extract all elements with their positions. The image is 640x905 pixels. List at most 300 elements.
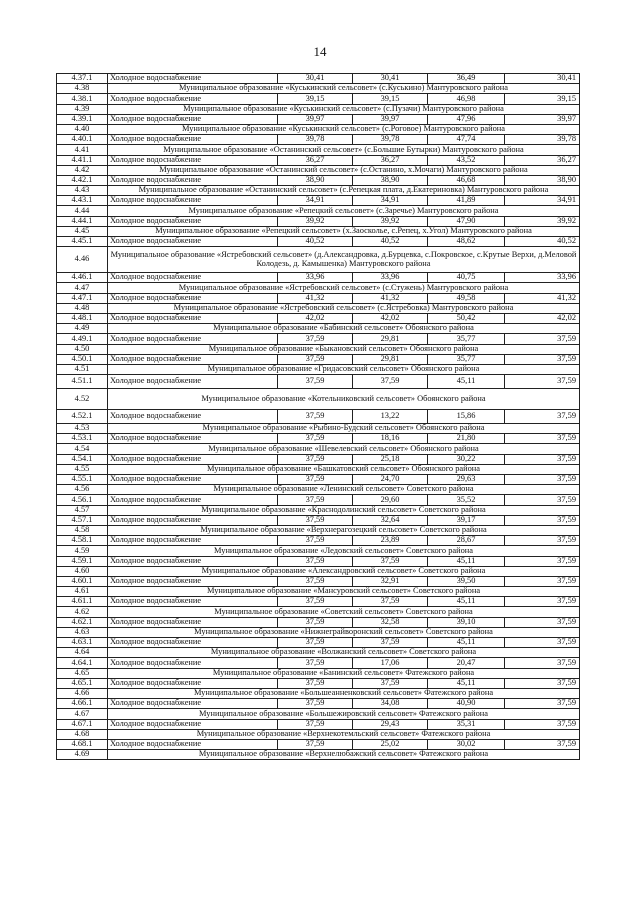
row-number: 4.53.1 bbox=[57, 434, 108, 444]
tariff-value-2: 37,59 bbox=[353, 597, 428, 607]
tariff-row bbox=[57, 617, 580, 627]
tariff-value-4: 37,59 bbox=[505, 556, 580, 566]
section-number: 4.55 bbox=[57, 464, 108, 474]
section-number: 4.46 bbox=[57, 247, 108, 273]
tariff-value-4: 37,59 bbox=[505, 334, 580, 344]
tariff-row bbox=[57, 196, 580, 206]
municipality-title: Муниципальное образование «Большеанненковский сельсовет» Фатежского района bbox=[108, 688, 580, 698]
tariff-value-3: 40,90 bbox=[428, 699, 505, 709]
row-number: 4.48.1 bbox=[57, 313, 108, 323]
municipality-header-row bbox=[57, 389, 580, 410]
row-number: 4.58.1 bbox=[57, 536, 108, 546]
service-name: Холодное водоснабжение bbox=[108, 719, 278, 729]
municipality-header-row bbox=[57, 324, 580, 334]
tariff-value-1: 37,59 bbox=[278, 375, 353, 389]
tariff-value-2: 29,81 bbox=[353, 334, 428, 344]
section-number: 4.50 bbox=[57, 344, 108, 354]
tariff-value-1: 33,96 bbox=[278, 273, 353, 283]
section-number: 4.68 bbox=[57, 729, 108, 739]
row-number: 4.55.1 bbox=[57, 475, 108, 485]
tariff-value-3: 28,67 bbox=[428, 536, 505, 546]
municipality-header-row bbox=[57, 709, 580, 719]
tariff-value-1: 37,59 bbox=[278, 597, 353, 607]
municipality-header-row bbox=[57, 607, 580, 617]
tariff-value-3: 45,11 bbox=[428, 638, 505, 648]
tariff-value-1: 37,59 bbox=[278, 434, 353, 444]
municipality-header-row bbox=[57, 546, 580, 556]
tariff-value-3: 45,11 bbox=[428, 597, 505, 607]
tariff-value-2: 39,97 bbox=[353, 114, 428, 124]
service-name: Холодное водоснабжение bbox=[108, 196, 278, 206]
section-number: 4.64 bbox=[57, 648, 108, 658]
tariff-value-3: 35,77 bbox=[428, 354, 505, 364]
tariff-value-2: 29,60 bbox=[353, 495, 428, 505]
tariff-row bbox=[57, 94, 580, 104]
service-name: Холодное водоснабжение bbox=[108, 155, 278, 165]
tariff-value-1: 34,91 bbox=[278, 196, 353, 206]
tariff-row bbox=[57, 74, 580, 84]
municipality-title: Муниципальное образование «Башкатовский сельсовет» Обоянского района bbox=[108, 464, 580, 474]
tariff-value-2: 32,58 bbox=[353, 617, 428, 627]
tariff-value-4: 37,59 bbox=[505, 597, 580, 607]
tariff-value-1: 37,59 bbox=[278, 454, 353, 464]
municipality-title: Муниципальное образование «Быкановский сельсовет» Обоянского района bbox=[108, 344, 580, 354]
tariff-row bbox=[57, 495, 580, 505]
tariff-value-2: 32,64 bbox=[353, 515, 428, 525]
tariff-value-3: 46,98 bbox=[428, 94, 505, 104]
tariff-value-2: 32,91 bbox=[353, 576, 428, 586]
row-number: 4.62.1 bbox=[57, 617, 108, 627]
tariff-value-2: 40,52 bbox=[353, 237, 428, 247]
page-number: 14 bbox=[313, 44, 327, 59]
tariff-value-4: 37,59 bbox=[505, 699, 580, 709]
tariff-value-3: 35,31 bbox=[428, 719, 505, 729]
section-number: 4.52 bbox=[57, 389, 108, 410]
tariff-row bbox=[57, 719, 580, 729]
municipality-header-row bbox=[57, 505, 580, 515]
tariff-value-3: 47,90 bbox=[428, 216, 505, 226]
tariff-value-4: 42,02 bbox=[505, 313, 580, 323]
row-number: 4.57.1 bbox=[57, 515, 108, 525]
service-name: Холодное водоснабжение bbox=[108, 617, 278, 627]
municipality-header-row bbox=[57, 688, 580, 698]
tariff-value-4: 37,59 bbox=[505, 454, 580, 464]
tariff-value-4: 37,59 bbox=[505, 739, 580, 749]
tariff-value-1: 40,52 bbox=[278, 237, 353, 247]
tariff-row bbox=[57, 556, 580, 566]
tariff-value-1: 42,02 bbox=[278, 313, 353, 323]
tariff-value-3: 47,74 bbox=[428, 135, 505, 145]
tariff-row bbox=[57, 313, 580, 323]
municipality-header-row bbox=[57, 165, 580, 175]
section-number: 4.47 bbox=[57, 283, 108, 293]
row-number: 4.37.1 bbox=[57, 74, 108, 84]
tariff-value-2: 41,32 bbox=[353, 293, 428, 303]
tariff-value-3: 45,11 bbox=[428, 375, 505, 389]
section-number: 4.45 bbox=[57, 226, 108, 236]
row-number: 4.65.1 bbox=[57, 678, 108, 688]
municipality-header-row bbox=[57, 750, 580, 760]
municipality-title: Муниципальное образование «Рыбино-Будский сельсовет» Обоянского района bbox=[108, 424, 580, 434]
tariff-value-3: 35,77 bbox=[428, 334, 505, 344]
tariff-value-2: 23,89 bbox=[353, 536, 428, 546]
section-number: 4.40 bbox=[57, 124, 108, 134]
tariff-value-1: 37,59 bbox=[278, 536, 353, 546]
tariff-value-2: 37,59 bbox=[353, 556, 428, 566]
tariff-value-3: 20,47 bbox=[428, 658, 505, 668]
tariff-value-4: 37,59 bbox=[505, 354, 580, 364]
tariff-value-4: 39,92 bbox=[505, 216, 580, 226]
tariff-value-3: 43,52 bbox=[428, 155, 505, 165]
municipality-title: Муниципальное образование «Краснодолинский сельсовет» Советского района bbox=[108, 505, 580, 515]
municipality-title: Муниципальное образование «Верхнекотемльский сельсовет» Фатежского района bbox=[108, 729, 580, 739]
row-number: 4.43.1 bbox=[57, 196, 108, 206]
row-number: 4.41.1 bbox=[57, 155, 108, 165]
tariff-value-3: 48,62 bbox=[428, 237, 505, 247]
tariff-value-1: 37,59 bbox=[278, 699, 353, 709]
row-number: 4.45.1 bbox=[57, 237, 108, 247]
service-name: Холодное водоснабжение bbox=[108, 678, 278, 688]
tariff-value-3: 45,11 bbox=[428, 556, 505, 566]
tariff-value-1: 37,59 bbox=[278, 617, 353, 627]
municipality-title: Муниципальное образование «Нижнеграйворонский сельсовет» Советского района bbox=[108, 627, 580, 637]
section-number: 4.63 bbox=[57, 627, 108, 637]
municipality-title: Муниципальное образование «Котельниковский сельсовет» Обоянского района bbox=[108, 389, 580, 410]
tariff-value-3: 29,63 bbox=[428, 475, 505, 485]
municipality-header-row bbox=[57, 283, 580, 293]
tariff-row bbox=[57, 454, 580, 464]
tariff-value-4: 36,27 bbox=[505, 155, 580, 165]
row-number: 4.46.1 bbox=[57, 273, 108, 283]
section-number: 4.38 bbox=[57, 84, 108, 94]
tariff-value-1: 39,15 bbox=[278, 94, 353, 104]
service-name: Холодное водоснабжение bbox=[108, 216, 278, 226]
row-number: 4.66.1 bbox=[57, 699, 108, 709]
service-name: Холодное водоснабжение bbox=[108, 515, 278, 525]
tariff-table-body bbox=[57, 74, 580, 760]
tariff-value-1: 37,59 bbox=[278, 334, 353, 344]
section-number: 4.41 bbox=[57, 145, 108, 155]
section-number: 4.39 bbox=[57, 104, 108, 114]
tariff-value-3: 35,52 bbox=[428, 495, 505, 505]
tariff-value-4: 37,59 bbox=[505, 638, 580, 648]
tariff-value-1: 37,59 bbox=[278, 638, 353, 648]
tariff-value-2: 37,59 bbox=[353, 375, 428, 389]
tariff-value-4: 37,59 bbox=[505, 576, 580, 586]
tariff-value-1: 30,41 bbox=[278, 74, 353, 84]
municipality-title: Муниципальное образование «Репецкий сельсовет» (с.Заречье) Мантуровского района bbox=[108, 206, 580, 216]
tariff-value-3: 45,11 bbox=[428, 678, 505, 688]
tariff-value-1: 39,97 bbox=[278, 114, 353, 124]
tariff-row bbox=[57, 273, 580, 283]
municipality-title: Муниципальное образование «Куськинский сельсовет» (с.Куськино) Мантуровского района bbox=[108, 84, 580, 94]
municipality-header-row bbox=[57, 444, 580, 454]
tariff-value-2: 34,91 bbox=[353, 196, 428, 206]
service-name: Холодное водоснабжение bbox=[108, 313, 278, 323]
section-number: 4.58 bbox=[57, 525, 108, 535]
municipality-header-row bbox=[57, 206, 580, 216]
tariff-value-3: 41,89 bbox=[428, 196, 505, 206]
tariff-value-2: 30,41 bbox=[353, 74, 428, 84]
tariff-value-3: 30,22 bbox=[428, 454, 505, 464]
tariff-value-4: 37,59 bbox=[505, 375, 580, 389]
tariff-value-4: 37,59 bbox=[505, 536, 580, 546]
section-number: 4.56 bbox=[57, 485, 108, 495]
section-number: 4.42 bbox=[57, 165, 108, 175]
tariff-row bbox=[57, 216, 580, 226]
municipality-title: Муниципальное образование «Ястребовский сельсовет» (с.Ястребовка) Мантуровского района bbox=[108, 303, 580, 313]
municipality-title: Муниципальное образование «Банинский сельсовет» Фатежского района bbox=[108, 668, 580, 678]
municipality-header-row bbox=[57, 668, 580, 678]
tariff-row bbox=[57, 515, 580, 525]
row-number: 4.44.1 bbox=[57, 216, 108, 226]
tariff-row bbox=[57, 678, 580, 688]
municipality-header-row bbox=[57, 84, 580, 94]
tariff-value-4: 39,15 bbox=[505, 94, 580, 104]
tariff-value-2: 18,16 bbox=[353, 434, 428, 444]
row-number: 4.51.1 bbox=[57, 375, 108, 389]
section-number: 4.57 bbox=[57, 505, 108, 515]
row-number: 4.39.1 bbox=[57, 114, 108, 124]
municipality-header-row bbox=[57, 566, 580, 576]
service-name: Холодное водоснабжение bbox=[108, 354, 278, 364]
service-name: Холодное водоснабжение bbox=[108, 454, 278, 464]
service-name: Холодное водоснабжение bbox=[108, 434, 278, 444]
section-number: 4.60 bbox=[57, 566, 108, 576]
service-name: Холодное водоснабжение bbox=[108, 638, 278, 648]
tariff-value-1: 37,59 bbox=[278, 475, 353, 485]
municipality-header-row bbox=[57, 186, 580, 196]
tariff-value-2: 39,15 bbox=[353, 94, 428, 104]
row-number: 4.56.1 bbox=[57, 495, 108, 505]
section-number: 4.48 bbox=[57, 303, 108, 313]
row-number: 4.40.1 bbox=[57, 135, 108, 145]
tariff-value-2: 39,92 bbox=[353, 216, 428, 226]
tariff-value-2: 38,90 bbox=[353, 175, 428, 185]
row-number: 4.49.1 bbox=[57, 334, 108, 344]
tariff-value-1: 37,59 bbox=[278, 658, 353, 668]
municipality-title: Муниципальное образование «Останинский сельсовет» (с.Останино, х.Мочаги) Мантуровского района bbox=[108, 165, 580, 175]
municipality-header-row bbox=[57, 587, 580, 597]
municipality-header-row bbox=[57, 303, 580, 313]
section-number: 4.51 bbox=[57, 364, 108, 374]
tariff-value-4: 41,32 bbox=[505, 293, 580, 303]
municipality-title: Муниципальное образование «Ледовский сельсовет» Советского района bbox=[108, 546, 580, 556]
tariff-row bbox=[57, 155, 580, 165]
row-number: 4.50.1 bbox=[57, 354, 108, 364]
municipality-header-row bbox=[57, 247, 580, 273]
municipality-title: Муниципальное образование «Ленинский сельсовет» Советского района bbox=[108, 485, 580, 495]
tariff-value-1: 41,32 bbox=[278, 293, 353, 303]
tariff-value-1: 39,78 bbox=[278, 135, 353, 145]
tariff-row bbox=[57, 375, 580, 389]
municipality-header-row bbox=[57, 344, 580, 354]
municipality-title: Муниципальное образование «Останинский сельсовет» (с.Большие Бутырки) Мантуровского района bbox=[108, 145, 580, 155]
service-name: Холодное водоснабжение bbox=[108, 699, 278, 709]
tariff-value-4: 37,59 bbox=[505, 617, 580, 627]
tariff-value-1: 37,59 bbox=[278, 354, 353, 364]
municipality-title: Муниципальное образование «Советский сельсовет» Советского района bbox=[108, 607, 580, 617]
tariff-value-2: 29,81 bbox=[353, 354, 428, 364]
tariff-value-4: 40,52 bbox=[505, 237, 580, 247]
section-number: 4.65 bbox=[57, 668, 108, 678]
tariff-row bbox=[57, 597, 580, 607]
tariff-value-2: 25,18 bbox=[353, 454, 428, 464]
service-name: Холодное водоснабжение bbox=[108, 74, 278, 84]
tariff-value-2: 36,27 bbox=[353, 155, 428, 165]
municipality-header-row bbox=[57, 104, 580, 114]
tariff-value-2: 17,06 bbox=[353, 658, 428, 668]
tariff-value-3: 15,86 bbox=[428, 410, 505, 424]
tariff-value-1: 37,59 bbox=[278, 678, 353, 688]
tariff-value-1: 37,59 bbox=[278, 719, 353, 729]
row-number: 4.47.1 bbox=[57, 293, 108, 303]
municipality-title: Муниципальное образование «Куськинский сельсовет» (с.Роговое) Мантуровского района bbox=[108, 124, 580, 134]
service-name: Холодное водоснабжение bbox=[108, 556, 278, 566]
municipality-header-row bbox=[57, 424, 580, 434]
service-name: Холодное водоснабжение bbox=[108, 94, 278, 104]
tariff-row bbox=[57, 354, 580, 364]
tariff-table bbox=[56, 73, 580, 760]
tariff-row bbox=[57, 114, 580, 124]
tariff-value-2: 24,70 bbox=[353, 475, 428, 485]
tariff-value-2: 25,02 bbox=[353, 739, 428, 749]
tariff-value-3: 46,68 bbox=[428, 175, 505, 185]
tariff-row bbox=[57, 739, 580, 749]
tariff-value-3: 30,02 bbox=[428, 739, 505, 749]
municipality-title: Муниципальное образование «Бабинский сельсовет» Обоянского района bbox=[108, 324, 580, 334]
service-name: Холодное водоснабжение bbox=[108, 536, 278, 546]
row-number: 4.38.1 bbox=[57, 94, 108, 104]
tariff-value-3: 21,80 bbox=[428, 434, 505, 444]
municipality-header-row bbox=[57, 485, 580, 495]
service-name: Холодное водоснабжение bbox=[108, 175, 278, 185]
municipality-header-row bbox=[57, 464, 580, 474]
tariff-row bbox=[57, 658, 580, 668]
tariff-row bbox=[57, 135, 580, 145]
municipality-title: Муниципальное образование «Ястребовский сельсовет» (д.Александровка, д.Бурцевка, с.Покровское, с.Крутые Верхи, д.Меловой Колодезь, д. Камышенка) Мантуровского района bbox=[108, 247, 580, 273]
tariff-value-3: 40,75 bbox=[428, 273, 505, 283]
tariff-value-2: 37,59 bbox=[353, 638, 428, 648]
municipality-title: Муниципальное образование «Гридасовский сельсовет» Обоянского района bbox=[108, 364, 580, 374]
municipality-header-row bbox=[57, 145, 580, 155]
municipality-title: Муниципальное образование «Волжанский сельсовет» Советского района bbox=[108, 648, 580, 658]
row-number: 4.54.1 bbox=[57, 454, 108, 464]
tariff-value-2: 42,02 bbox=[353, 313, 428, 323]
tariff-value-3: 39,50 bbox=[428, 576, 505, 586]
tariff-row bbox=[57, 434, 580, 444]
tariff-value-4: 37,59 bbox=[505, 515, 580, 525]
tariff-value-4: 37,59 bbox=[505, 495, 580, 505]
tariff-value-1: 38,90 bbox=[278, 175, 353, 185]
tariff-value-4: 37,59 bbox=[505, 678, 580, 688]
tariff-value-4: 30,41 bbox=[505, 74, 580, 84]
municipality-header-row bbox=[57, 364, 580, 374]
municipality-title: Муниципальное образование «Александровский сельсовет» Советского района bbox=[108, 566, 580, 576]
municipality-title: Муниципальное образование «Большежировский сельсовет» Фатежского района bbox=[108, 709, 580, 719]
municipality-header-row bbox=[57, 525, 580, 535]
municipality-title: Муниципальное образование «Верхнелюбажский сельсовет» Фатежского района bbox=[108, 750, 580, 760]
section-number: 4.67 bbox=[57, 709, 108, 719]
municipality-title: Муниципальное образование «Мансуровский сельсовет» Советского района bbox=[108, 587, 580, 597]
tariff-row bbox=[57, 334, 580, 344]
tariff-row bbox=[57, 638, 580, 648]
tariff-value-4: 33,96 bbox=[505, 273, 580, 283]
tariff-value-4: 37,59 bbox=[505, 475, 580, 485]
tariff-row bbox=[57, 536, 580, 546]
tariff-value-3: 36,49 bbox=[428, 74, 505, 84]
service-name: Холодное водоснабжение bbox=[108, 293, 278, 303]
section-number: 4.62 bbox=[57, 607, 108, 617]
tariff-value-4: 34,91 bbox=[505, 196, 580, 206]
municipality-title: Муниципальное образование «Шевелевский сельсовет» Обоянского района bbox=[108, 444, 580, 454]
tariff-value-1: 37,59 bbox=[278, 576, 353, 586]
tariff-value-1: 37,59 bbox=[278, 410, 353, 424]
section-number: 4.54 bbox=[57, 444, 108, 454]
municipality-header-row bbox=[57, 729, 580, 739]
tariff-value-4: 37,59 bbox=[505, 658, 580, 668]
section-number: 4.53 bbox=[57, 424, 108, 434]
municipality-header-row bbox=[57, 124, 580, 134]
tariff-value-4: 39,78 bbox=[505, 135, 580, 145]
service-name: Холодное водоснабжение bbox=[108, 334, 278, 344]
row-number: 4.64.1 bbox=[57, 658, 108, 668]
municipality-header-row bbox=[57, 226, 580, 236]
service-name: Холодное водоснабжение bbox=[108, 658, 278, 668]
section-number: 4.44 bbox=[57, 206, 108, 216]
row-number: 4.60.1 bbox=[57, 576, 108, 586]
tariff-value-3: 47,96 bbox=[428, 114, 505, 124]
row-number: 4.68.1 bbox=[57, 739, 108, 749]
tariff-row bbox=[57, 576, 580, 586]
section-number: 4.49 bbox=[57, 324, 108, 334]
municipality-title: Муниципальное образование «Ястребовский сельсовет» (с.Стужень) Мантуровского района bbox=[108, 283, 580, 293]
tariff-value-2: 13,22 bbox=[353, 410, 428, 424]
tariff-value-4: 37,59 bbox=[505, 410, 580, 424]
tariff-value-1: 37,59 bbox=[278, 495, 353, 505]
tariff-row bbox=[57, 293, 580, 303]
service-name: Холодное водоснабжение bbox=[108, 576, 278, 586]
tariff-value-2: 33,96 bbox=[353, 273, 428, 283]
service-name: Холодное водоснабжение bbox=[108, 237, 278, 247]
section-number: 4.61 bbox=[57, 587, 108, 597]
row-number: 4.67.1 bbox=[57, 719, 108, 729]
row-number: 4.61.1 bbox=[57, 597, 108, 607]
tariff-value-2: 34,08 bbox=[353, 699, 428, 709]
section-number: 4.59 bbox=[57, 546, 108, 556]
section-number: 4.66 bbox=[57, 688, 108, 698]
tariff-value-4: 38,90 bbox=[505, 175, 580, 185]
service-name: Холодное водоснабжение bbox=[108, 135, 278, 145]
tariff-value-2: 37,59 bbox=[353, 678, 428, 688]
tariff-value-3: 50,42 bbox=[428, 313, 505, 323]
municipality-title: Муниципальное образование «Репецкий сельсовет» (х.Заосколье, с.Репец, х.Угол) Мантуровского района bbox=[108, 226, 580, 236]
row-number: 4.59.1 bbox=[57, 556, 108, 566]
municipality-title: Муниципальное образование «Куськинский сельсовет» (с.Пузачи) Мантуровского района bbox=[108, 104, 580, 114]
service-name: Холодное водоснабжение bbox=[108, 597, 278, 607]
service-name: Холодное водоснабжение bbox=[108, 273, 278, 283]
tariff-row bbox=[57, 237, 580, 247]
service-name: Холодное водоснабжение bbox=[108, 375, 278, 389]
municipality-title: Муниципальное образование «Верхнерагозецкий сельсовет» Советского района bbox=[108, 525, 580, 535]
tariff-value-2: 29,43 bbox=[353, 719, 428, 729]
service-name: Холодное водоснабжение bbox=[108, 410, 278, 424]
tariff-value-2: 39,78 bbox=[353, 135, 428, 145]
tariff-row bbox=[57, 410, 580, 424]
tariff-row bbox=[57, 699, 580, 709]
section-number: 4.43 bbox=[57, 186, 108, 196]
tariff-value-1: 37,59 bbox=[278, 556, 353, 566]
